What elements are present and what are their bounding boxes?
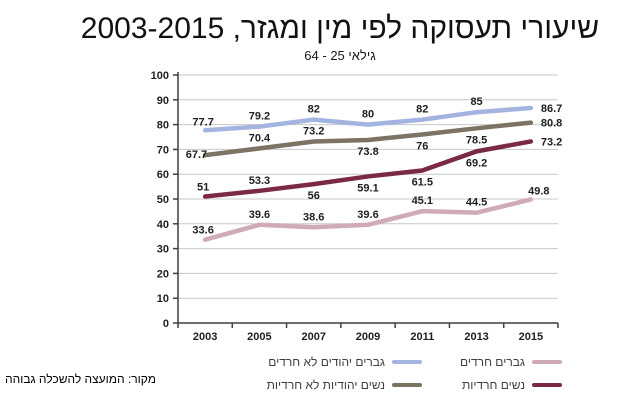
y-tick-label: 80 (156, 119, 169, 132)
data-label: 82 (416, 103, 429, 116)
x-tick-label: 2013 (464, 331, 489, 343)
y-tick-label: 20 (156, 268, 169, 281)
data-label: 61.5 (411, 176, 433, 189)
legend-label: נשים יהודיות לא חרדיות (266, 378, 385, 392)
legend-label: גברים חרדים (460, 355, 525, 369)
y-tick-label: 90 (156, 94, 169, 107)
y-tick-label: 40 (156, 218, 169, 231)
source-note: מקור: המועצה להשכלה גבוהה (5, 372, 157, 386)
y-tick-label: 50 (156, 194, 169, 206)
chart-subtitle: גילאי 25 - 64 (304, 48, 376, 63)
legend-row (268, 355, 562, 369)
legend-row (266, 378, 562, 392)
y-tick-label: 30 (156, 243, 169, 256)
data-label: 86.7 (540, 102, 563, 115)
data-label: 78.5 (465, 134, 488, 147)
legend-swatch-icon (392, 360, 422, 364)
y-tick-label: 0 (162, 318, 169, 330)
data-label: 85 (470, 96, 483, 109)
legend-item (267, 378, 422, 392)
x-tick-label: 2011 (410, 331, 435, 343)
data-label: 76 (416, 140, 429, 153)
chart-title: שיעורי תעסוקה לפי מין ומגזר, 2003-2015 (80, 12, 600, 45)
data-label: 51 (197, 181, 210, 194)
data-label: 69.2 (465, 157, 488, 170)
data-label: 82 (307, 103, 320, 116)
data-label: 73.8 (357, 145, 379, 158)
y-tick-label: 60 (156, 169, 169, 182)
legend-swatch-icon (532, 360, 562, 364)
x-tick-label: 2009 (355, 331, 381, 343)
x-tick-label: 2015 (518, 331, 544, 343)
data-label: 39.6 (248, 208, 271, 221)
data-label: 59.1 (357, 182, 379, 195)
data-label: 70.4 (248, 132, 271, 145)
data-label: 38.6 (303, 211, 325, 224)
legend-swatch-icon (532, 383, 562, 387)
data-label: 53.3 (248, 174, 271, 187)
data-label: 73.2 (540, 136, 563, 149)
data-label: 80 (361, 108, 375, 121)
data-label: 45.1 (411, 195, 433, 208)
legend-item (268, 355, 422, 369)
data-label: 39.6 (357, 208, 379, 221)
y-tick-label: 10 (156, 293, 169, 306)
legend-label: נשים חרדיות (461, 378, 525, 392)
data-label: 44.5 (465, 196, 488, 209)
data-label: 33.6 (192, 224, 214, 237)
x-tick-label: 2003 (192, 331, 218, 343)
x-tick-label: 2007 (301, 331, 326, 343)
chart-legend (266, 355, 562, 401)
legend-item (422, 378, 562, 392)
y-tick-label: 100 (150, 70, 169, 82)
data-label: 80.8 (540, 117, 563, 130)
data-label: 77.7 (192, 116, 214, 129)
legend-item (422, 355, 562, 369)
data-label: 73.2 (303, 125, 325, 138)
x-tick-label: 2005 (247, 331, 272, 343)
data-label: 49.8 (528, 185, 550, 198)
legend-swatch-icon (392, 383, 422, 387)
data-label: 56 (307, 190, 320, 203)
y-tick-label: 70 (156, 144, 169, 157)
legend-label: גברים יהודים לא חרדים (268, 355, 385, 369)
data-label: 79.2 (248, 110, 271, 123)
data-label: 67.7 (185, 149, 208, 162)
